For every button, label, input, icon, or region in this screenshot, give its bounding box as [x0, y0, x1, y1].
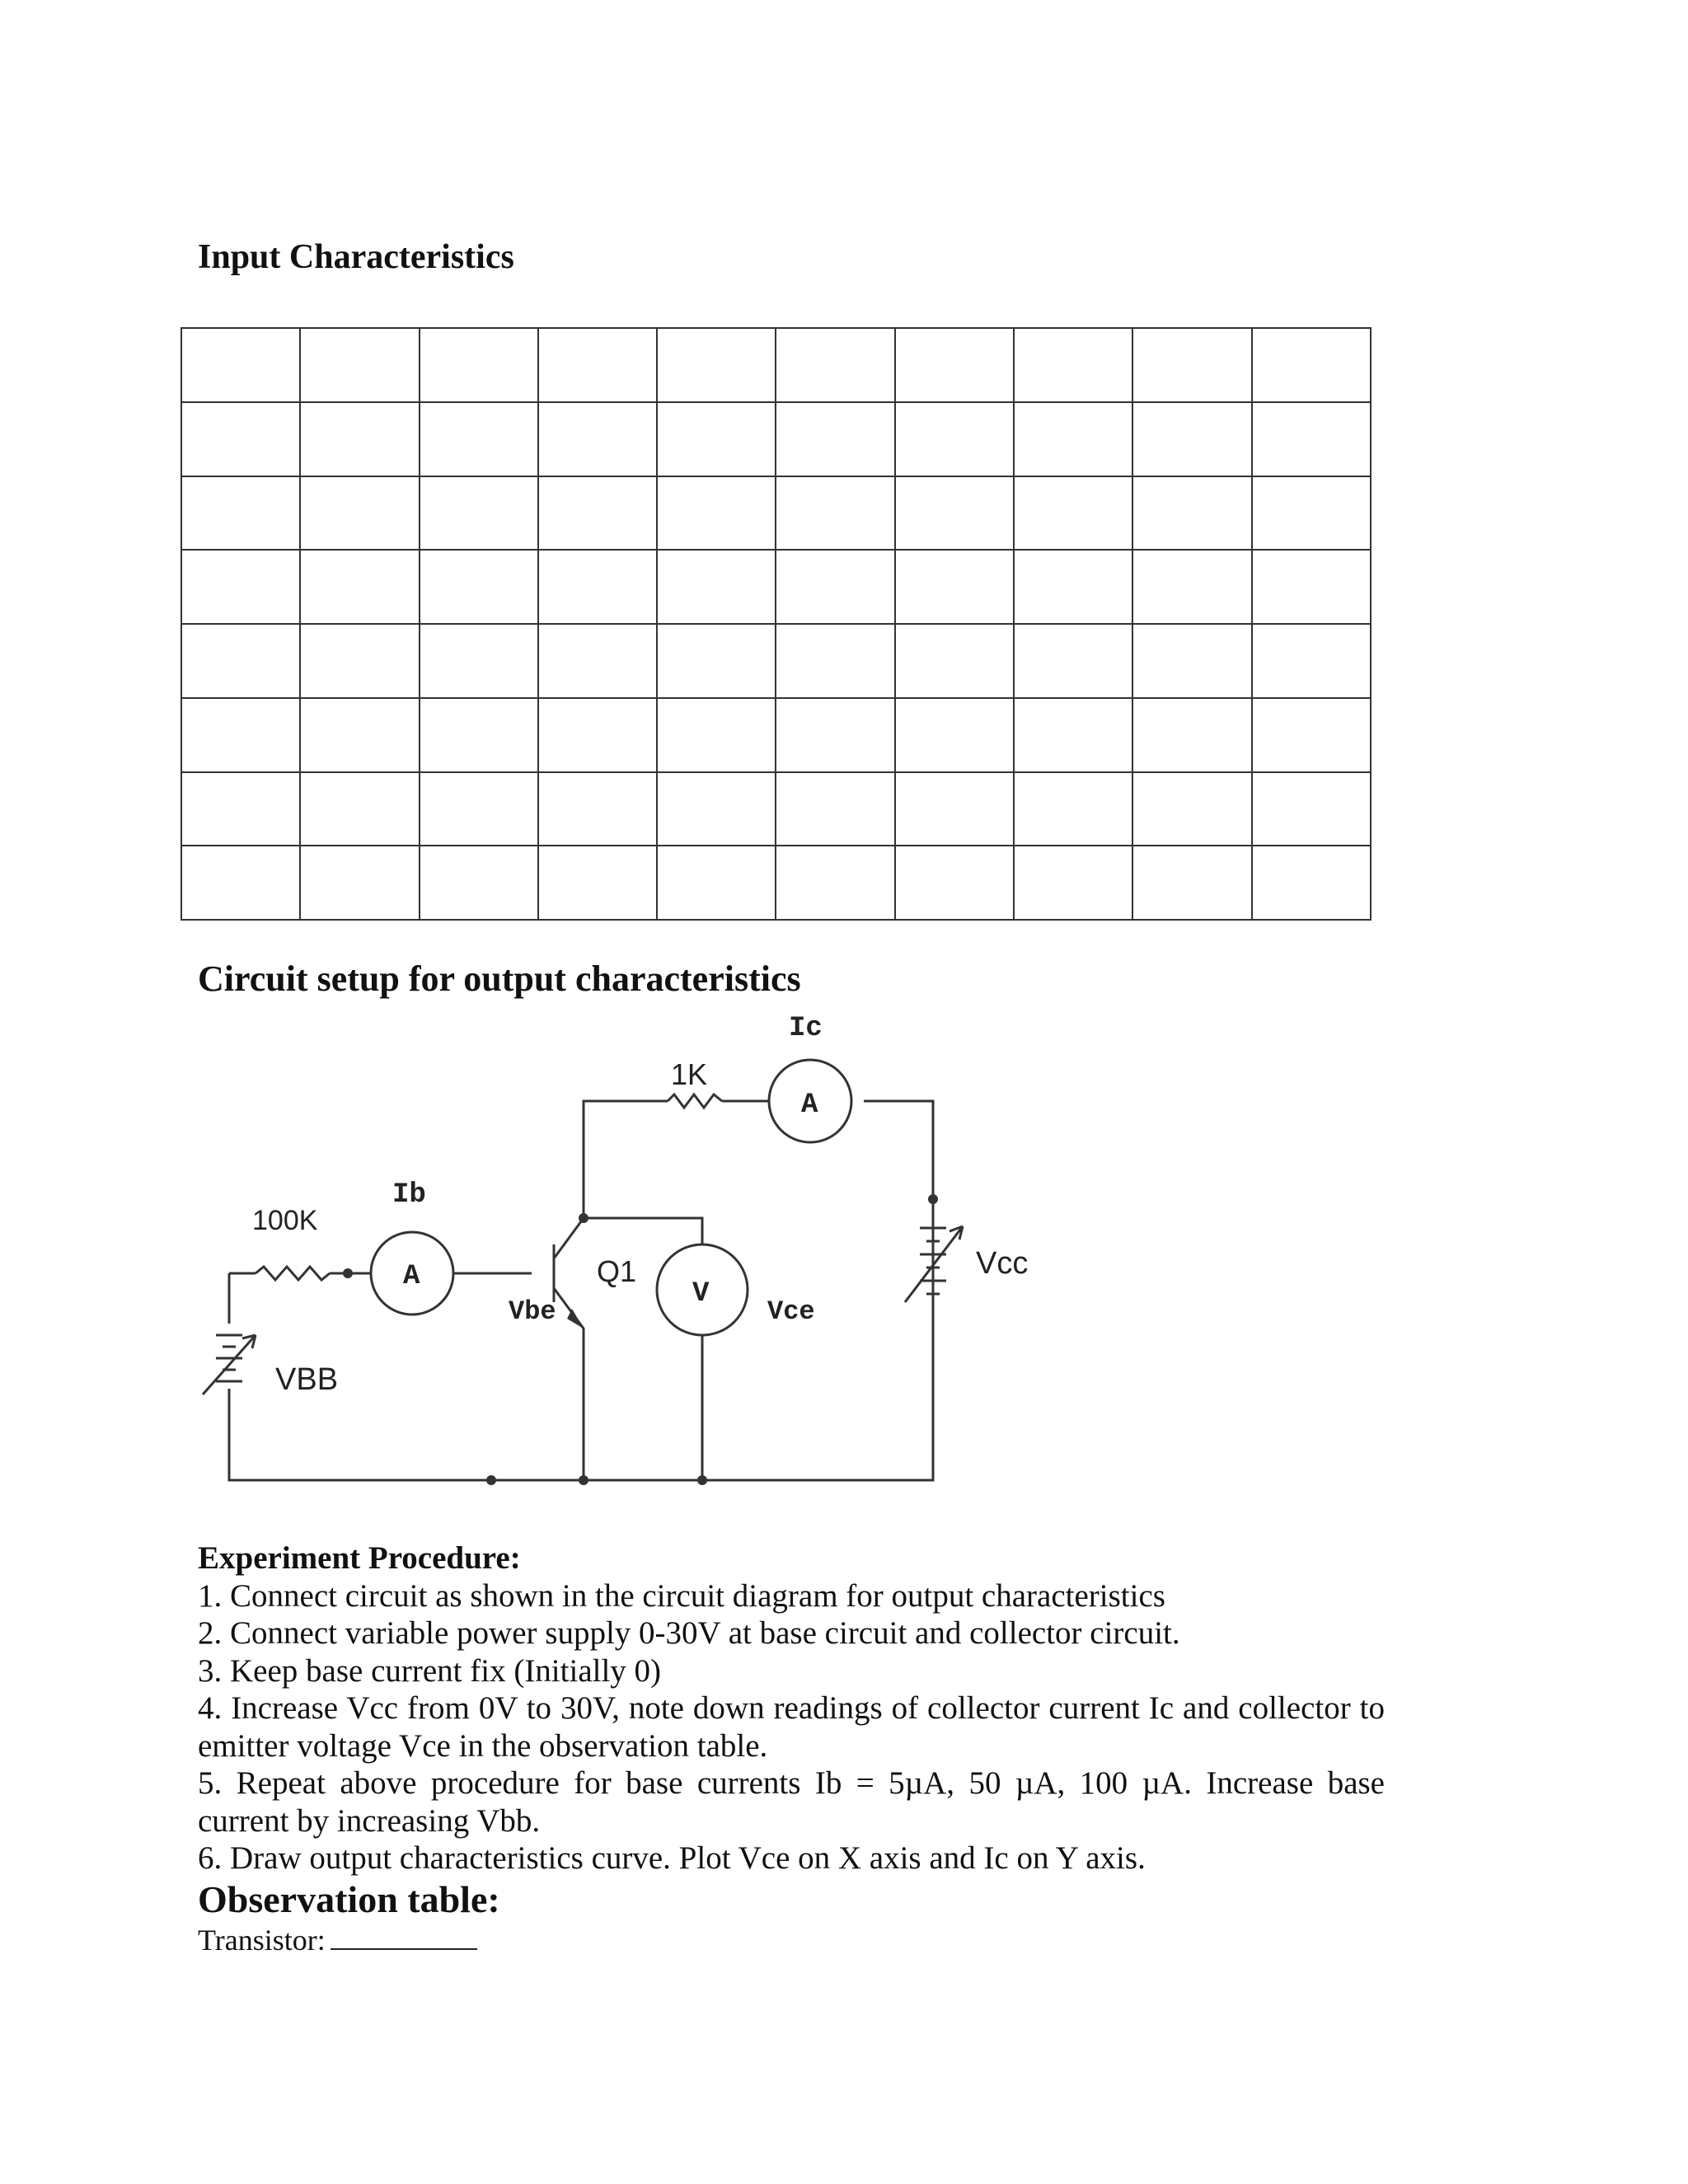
procedure-step: 5. Repeat above procedure for base currents Ib = 5µA, 50 µA, 100 µA. Increase base current by increasing Vbb. — [198, 1765, 1385, 1839]
transistor-collector — [554, 1218, 584, 1258]
emitter-arrow — [567, 1309, 584, 1329]
junction-dot — [579, 1213, 588, 1223]
circuit-setup-heading: Circuit setup for output characteristics — [198, 958, 801, 999]
ib-label: Ib — [392, 1179, 426, 1211]
junction-dot — [486, 1475, 496, 1485]
junction-dot — [343, 1268, 353, 1278]
ammeter-collector-label: A — [801, 1090, 818, 1121]
q1-label: Q1 — [597, 1254, 637, 1288]
input-characteristics-heading: Input Characteristics — [198, 238, 514, 276]
resistor-100k — [256, 1267, 330, 1280]
resistor-1k — [668, 1094, 722, 1108]
vcc-label: Vcc — [976, 1246, 1029, 1281]
procedure-step: 2. Connect variable power supply 0-30V at base circuit and collector circuit. — [198, 1615, 1180, 1651]
transistor-blank-line[interactable] — [331, 1924, 477, 1950]
experiment-procedure — [198, 1540, 1385, 1877]
voltmeter-wire-top — [584, 1218, 702, 1244]
base-wire-left — [229, 1101, 933, 1480]
r-1k-label: 1K — [671, 1057, 708, 1091]
r-100k-label: 100K — [252, 1205, 318, 1236]
observation-table-heading: Observation table: — [198, 1878, 500, 1920]
junction-dot — [579, 1475, 588, 1485]
collector-wire — [584, 1101, 668, 1218]
vbb-label: VBB — [275, 1362, 339, 1397]
procedure-step: 6. Draw output characteristics curve. Plot Vce on X axis and Ic on Y axis. — [198, 1840, 1146, 1876]
junction-dot — [697, 1475, 707, 1485]
procedure-step: 1. Connect circuit as shown in the circuit diagram for output characteristics — [198, 1577, 1165, 1614]
vce-label: Vce — [767, 1296, 815, 1327]
ic-label: Ic — [789, 1013, 823, 1044]
procedure-step: 3. Keep base current fix (Initially 0) — [198, 1652, 662, 1689]
procedure-step: 4. Increase Vcc from 0V to 30V, note down readings of collector current Ic and collector to emitter voltage Vce in the observation table. — [198, 1690, 1385, 1764]
vbe-label: Vbe — [509, 1296, 556, 1327]
ammeter-base-label: A — [403, 1261, 420, 1292]
voltmeter-label: V — [692, 1278, 710, 1310]
vbb-variable-arrow — [203, 1335, 256, 1394]
procedure-title: Experiment Procedure: — [198, 1540, 521, 1576]
transistor-field — [198, 1923, 477, 1957]
junction-dot — [928, 1194, 938, 1204]
transistor-label: Transistor: — [198, 1924, 326, 1957]
